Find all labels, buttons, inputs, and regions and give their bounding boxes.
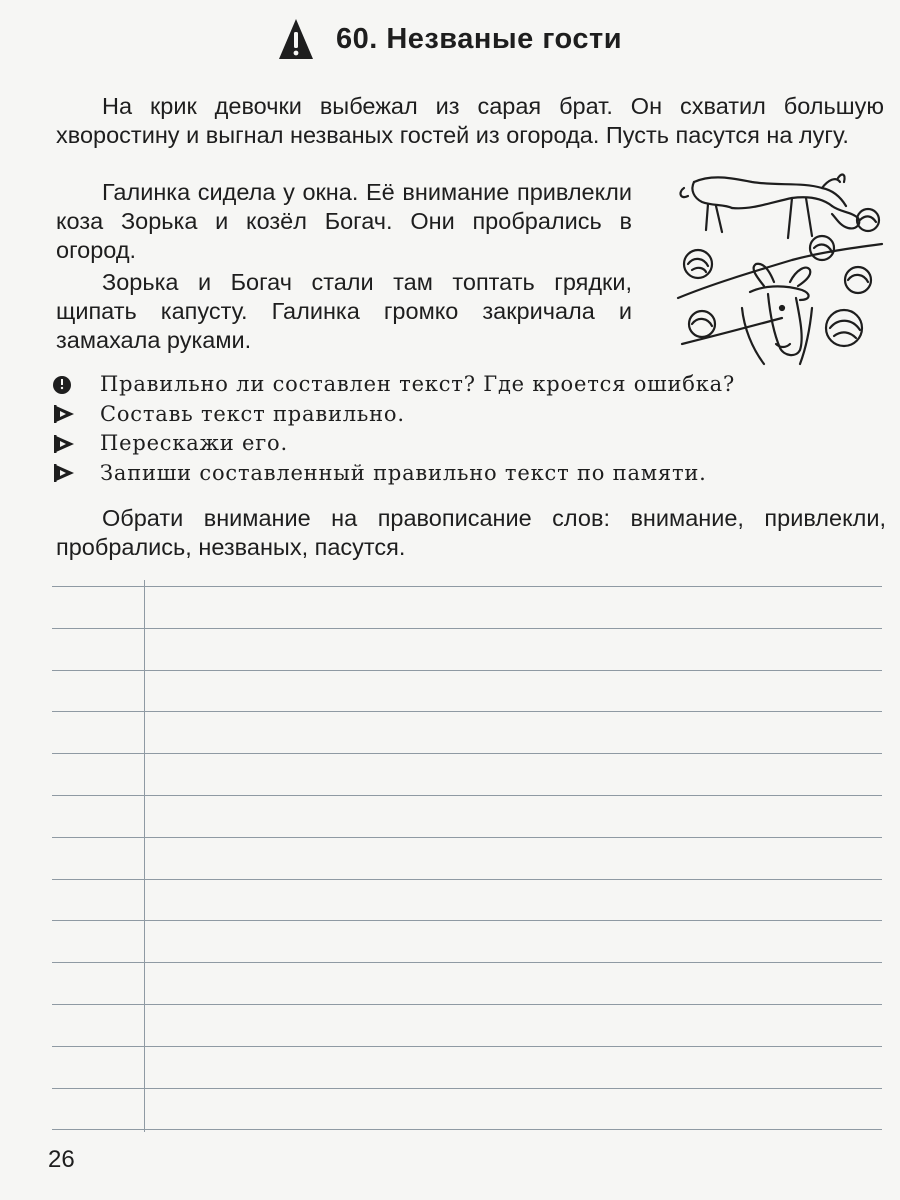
task-list — [52, 370, 882, 488]
ruled-line — [52, 711, 882, 712]
spelling-note — [56, 504, 886, 562]
story-paragraph-3 — [56, 268, 632, 355]
ruled-line — [52, 795, 882, 796]
story-paragraph-2 — [56, 178, 632, 265]
flag-arrow-icon — [52, 462, 76, 484]
warning-triangle-icon — [278, 18, 314, 60]
ruled-line — [52, 837, 882, 838]
writing-area[interactable] — [52, 580, 882, 1136]
task-item — [52, 459, 882, 489]
task-text: Запиши составленный правильно текст по памяти. — [100, 460, 707, 485]
ruled-line — [52, 1046, 882, 1047]
ruled-line — [52, 920, 882, 921]
ruled-line — [52, 1129, 882, 1130]
ruled-line — [52, 1088, 882, 1089]
ruled-line — [52, 879, 882, 880]
task-text: Перескажи его. — [100, 431, 288, 455]
flag-arrow-icon — [52, 403, 76, 425]
task-text: Правильно ли составлен текст? Где кроется ошибка? — [100, 372, 736, 396]
lesson-header — [0, 18, 900, 60]
margin-line — [144, 580, 145, 1132]
task-item — [52, 400, 882, 430]
task-text: Составь текст правильно. — [100, 401, 405, 426]
story-text-2: Галинка сидела у окна. Её внимание привлекли коза Зорька и козёл Богач. Они пробрались в огород. — [56, 179, 632, 263]
task-item — [52, 429, 882, 459]
ruled-line — [52, 962, 882, 963]
ruled-line — [52, 753, 882, 754]
page-number: 26 — [48, 1146, 75, 1173]
lesson-title: 60. Незваные гости — [335, 22, 623, 55]
story-text-3: Зорька и Богач стали там топтать грядки, щипать капусту. Галинка громко закричала и замахала руками. — [56, 269, 632, 353]
spelling-note-text: Обрати внимание на правописание слов: внимание, привлекли, пробрались, незваных, пасутся. — [56, 505, 886, 560]
ruled-line — [52, 670, 882, 671]
ruled-line — [52, 628, 882, 629]
ruled-line — [52, 586, 882, 587]
task-item — [52, 370, 882, 400]
question-circle-icon — [52, 374, 76, 396]
story-text-1: На крик девочки выбежал из сарая брат. Он схватил большую хворостину и выгнал незваных гостей из огорода. Пусть пасутся на лугу. — [56, 93, 884, 148]
flag-arrow-icon — [52, 433, 76, 455]
story-paragraph-1 — [56, 92, 884, 150]
goats-in-garden-illustration — [672, 168, 890, 368]
ruled-line — [52, 1004, 882, 1005]
